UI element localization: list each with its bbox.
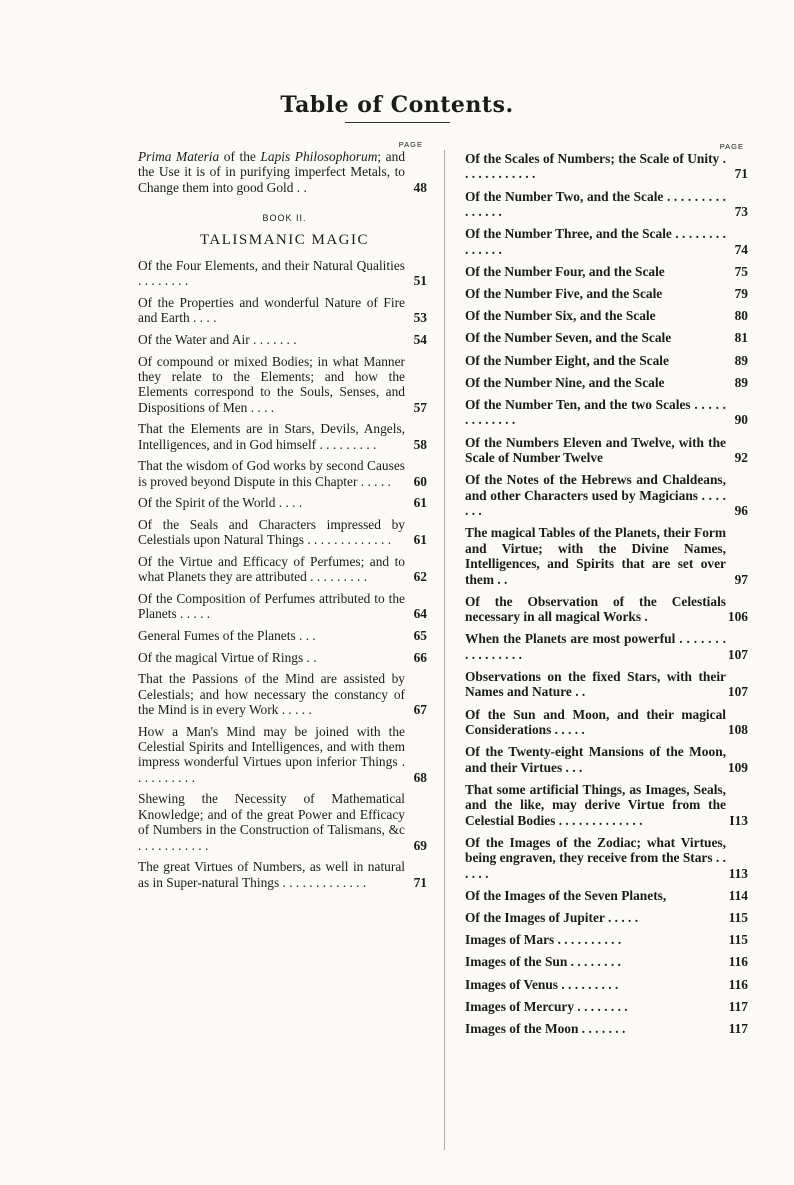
toc-entry-page: 116 [728, 976, 748, 992]
toc-entry[interactable] [465, 594, 752, 625]
toc-entry-text: That the wisdom of God works by second Causes is proved beyond Dispute in this Chapter . . . . . [138, 458, 405, 489]
toc-entry-text: Of the Numbers Eleven and Twelve, with the Scale of Number Twelve [465, 434, 726, 466]
toc-entry[interactable] [465, 151, 752, 182]
toc-entry-text: General Fumes of the Planets . . . [138, 628, 316, 644]
toc-entry-text: Of the Properties and wonderful Nature of Fire and Earth . . . . [138, 295, 405, 326]
toc-entry-text: How a Man's Mind may be joined with the Celestial Spirits and Intelligences, and with them impress wonderful Virtues upon inferior Things . . . . . . . . . . [138, 723, 405, 785]
toc-entry[interactable] [138, 591, 431, 622]
toc-entry-page: 96 [734, 503, 748, 519]
toc-entry-text: Images of the Moon . . . . . . . [465, 1021, 626, 1036]
toc-entry-text: Of the Number Seven, and the Scale [465, 330, 672, 346]
toc-entry[interactable] [465, 744, 752, 775]
toc-entry-text: Of the Number Ten, and the two Scales . . . . . . . . . . . . . [465, 397, 726, 428]
left-column [138, 140, 431, 896]
toc-entry[interactable] [465, 308, 752, 323]
toc-entry-text: Images of Mercury . . . . . . . . [465, 998, 628, 1014]
toc-entry-text: Images of Mars . . . . . . . . . . [465, 932, 622, 948]
toc-entry[interactable] [465, 330, 752, 345]
toc-entry-text: Of the Sun and Moon, and their magical Considerations . . . . . [465, 706, 726, 737]
toc-entry[interactable] [465, 286, 752, 301]
toc-list [138, 258, 431, 890]
toc-entry[interactable] [465, 932, 752, 947]
book-label: BOOK II. [262, 213, 307, 224]
toc-entry-page: 75 [734, 263, 748, 279]
column-divider [444, 150, 445, 1150]
toc-entry-page: 89 [734, 374, 748, 390]
toc-entry-text: When the Planets are most powerful . . . . . . . . . . . . . . . . [465, 631, 726, 662]
toc-entry[interactable] [465, 525, 752, 587]
toc-entry[interactable] [138, 628, 431, 643]
toc-entry-page: 114 [728, 887, 748, 903]
toc-entry-text: Of the Spirit of the World . . . . [138, 495, 303, 511]
toc-entry-page: 62 [413, 569, 427, 585]
toc-entry-page: 69 [413, 837, 427, 853]
toc-entry[interactable] [465, 226, 752, 257]
toc-entry-page: 61 [413, 495, 427, 511]
toc-entry-page: 115 [728, 932, 748, 948]
toc-entry[interactable] [138, 724, 431, 786]
toc-entry[interactable] [465, 954, 752, 969]
toc-entry-text: Of the Four Elements, and their Natural Qualities . . . . . . . . [138, 258, 405, 289]
toc-entry-page: 115 [728, 909, 748, 925]
toc-entry[interactable] [465, 353, 752, 368]
toc-entry-page: 92 [734, 450, 748, 466]
toc-entry[interactable] [465, 707, 752, 738]
toc-entry[interactable] [465, 999, 752, 1014]
toc-entry[interactable] [465, 375, 752, 390]
toc-entry-text: Observations on the fixed Stars, with their Names and Nature . . [465, 668, 726, 700]
toc-entry-text: Of the Number Four, and the Scale [465, 263, 665, 279]
toc-entry-page: 107 [727, 684, 748, 700]
toc-entry[interactable] [138, 671, 431, 717]
toc-entry-page: 89 [734, 352, 748, 368]
toc-entry-page: 90 [734, 412, 748, 428]
page-title-text: Table of Contents. [280, 92, 514, 118]
toc-entry[interactable] [465, 910, 752, 925]
toc-entry[interactable] [465, 435, 752, 466]
toc-entry-page: 71 [413, 874, 427, 890]
toc-entry[interactable] [465, 669, 752, 700]
toc-entry-text: Of the Number Five, and the Scale [465, 286, 663, 302]
toc-entry-page: 68 [413, 769, 427, 785]
toc-entry-text: Of compound or mixed Bodies; in what Manner they relate to the Elements; and how the Elements correspond to the Souls, Senses, and Dispositions of Men . . . . [138, 353, 405, 415]
toc-entry-text: Of the Twenty-eight Mansions of the Moon, and their Virtues . . . [465, 744, 726, 775]
toc-entry-page: 64 [413, 606, 427, 622]
toc-entry[interactable] [465, 264, 752, 279]
toc-entry-page: 113 [728, 865, 748, 881]
toc-entry-page: 54 [413, 332, 427, 348]
toc-entry-page: 117 [728, 998, 748, 1014]
toc-entry[interactable] [138, 332, 431, 347]
toc-entry-text: Of the Images of the Zodiac; what Virtues, being engraven, they receive from the Stars . . . . . . [465, 834, 726, 881]
toc-entry[interactable] [138, 149, 431, 195]
toc-entry-page: 116 [728, 954, 748, 970]
toc-entry-page: 66 [413, 649, 427, 665]
toc-entry[interactable] [138, 791, 431, 853]
toc-entry-text: Of the Number Three, and the Scale . . . . . . . . . . . . . . [465, 226, 726, 257]
toc-entry-text: The great Virtues of Numbers, as well in natural as in Super-natural Things . . . . . . . . . . . . . [138, 859, 405, 890]
toc-entry[interactable] [465, 189, 752, 220]
toc-entry-text: Of the Notes of the Hebrews and Chaldeans, and other Characters used by Magicians . . . . . . . [465, 472, 726, 519]
toc-entry-text: That some artificial Things, as Images, Seals, and the like, may derive Virtue from the Celestial Bodies . . . . . . . . . . . . . [465, 781, 726, 828]
toc-entry-text: The magical Tables of the Planets, their Form and Virtue; with the Divine Names, Intelligences, and Spirits that are set over them . . [465, 525, 726, 587]
toc-entry-text: Of the Water and Air . . . . . . . [138, 332, 297, 348]
toc-entry[interactable] [138, 650, 431, 665]
toc-entry-text: Prima Materia of the Lapis Philosophorum; and the Use it is of in purifying imperfect Metals, to Change them into good Gold . . [138, 149, 406, 195]
toc-entry-page: 48 [413, 179, 427, 195]
toc-entry[interactable] [138, 421, 431, 452]
toc-entry-page: 67 [413, 702, 427, 718]
toc-entry-page: 108 [727, 721, 748, 737]
toc-entry[interactable] [138, 295, 431, 326]
toc-entry-page: 73 [734, 204, 748, 220]
toc-entry[interactable] [465, 977, 752, 992]
section-title: TALISMANIC MAGIC [199, 231, 370, 248]
toc-entry-page: 107 [727, 646, 748, 662]
toc-entry-text: Of the Number Eight, and the Scale [465, 352, 669, 368]
toc-entry[interactable] [465, 631, 752, 662]
page-title [0, 92, 794, 123]
page-column-header: PAGE [398, 140, 423, 149]
toc-entry-page: 58 [413, 436, 427, 452]
toc-entry-page: 117 [728, 1021, 748, 1036]
toc-entry[interactable] [465, 1021, 752, 1036]
toc-entry-text: Of the Composition of Perfumes attributed to the Planets . . . . . [138, 591, 405, 622]
toc-entry[interactable] [138, 495, 431, 510]
toc-entry-text: Of the Number Two, and the Scale . . . . . . . . . . . . . . . [465, 188, 726, 220]
toc-entry-text: That the Elements are in Stars, Devils, Angels, Intelligences, and in God himself . . . . . . . . . [138, 421, 405, 452]
toc-entry-page: 106 [727, 609, 748, 625]
toc-entry-text: Of the Number Six, and the Scale [465, 308, 656, 324]
toc-entry-text: Of the Virtue and Efficacy of Perfumes; and to what Planets they are attributed . . . . . . . . . [138, 554, 405, 585]
toc-entry-text: Of the Images of Jupiter . . . . . [465, 909, 639, 925]
toc-entry-page: 80 [734, 308, 748, 324]
toc-entry-text: Images of Venus . . . . . . . . . [465, 976, 619, 992]
toc-entry[interactable] [138, 517, 431, 548]
toc-entry-text: Shewing the Necessity of Mathematical Knowledge; and of the great Power and Efficacy of Numbers in the Construction of Talismans, &c . . . . . . . . . . . [138, 791, 405, 853]
toc-entry-page: 65 [413, 628, 427, 644]
toc-entry-page: 57 [413, 399, 427, 415]
toc-entry[interactable] [465, 782, 752, 828]
toc-entry-page: 109 [727, 759, 748, 775]
toc-entry-page: 79 [734, 286, 748, 302]
title-underline [345, 122, 450, 123]
toc-entry-text: Of the Images of the Seven Planets, [465, 887, 667, 903]
toc-entry[interactable] [465, 472, 752, 518]
toc-entry-text: Of the Scales of Numbers; the Scale of Unity . . . . . . . . . . . . [465, 151, 726, 182]
toc-entry-page: 97 [734, 571, 748, 587]
toc-entry-page: 51 [413, 273, 427, 289]
toc-entry-page: 81 [734, 330, 748, 346]
toc-entry[interactable] [465, 888, 752, 903]
toc-entry[interactable] [138, 859, 431, 890]
toc-entry-text: Of the Observation of the Celestials necessary in all magical Works . [465, 593, 726, 625]
toc-entry-text: Of the Seals and Characters impressed by Celestials upon Natural Things . . . . . . . . . . . . . [138, 517, 405, 548]
toc-entry[interactable] [138, 258, 431, 289]
toc-entry-text: Of the Number Nine, and the Scale [465, 374, 665, 390]
toc-entry-text: Of the magical Virtue of Rings . . [138, 649, 317, 665]
toc-entry[interactable] [138, 458, 431, 489]
page-column-header: PAGE [719, 142, 744, 151]
toc-entry-page: 60 [413, 473, 427, 489]
toc-entry[interactable] [138, 554, 431, 585]
toc-entry[interactable] [465, 835, 752, 881]
toc-entry-text: Images of the Sun . . . . . . . . [465, 954, 621, 970]
toc-entry-text: That the Passions of the Mind are assisted by Celestials; and how necessary the constancy of the Mind is in every Work . . . . . [138, 671, 405, 718]
toc-list [465, 151, 752, 1036]
toc-entry[interactable] [138, 354, 431, 416]
toc-entry[interactable] [465, 397, 752, 428]
right-column [465, 142, 752, 1043]
toc-entry-page: 61 [413, 532, 427, 548]
toc-entry-page: 53 [413, 310, 427, 326]
toc-entry-page: 71 [734, 166, 748, 182]
toc-entry-page: I13 [729, 812, 748, 828]
toc-entry-page: 74 [734, 241, 748, 257]
